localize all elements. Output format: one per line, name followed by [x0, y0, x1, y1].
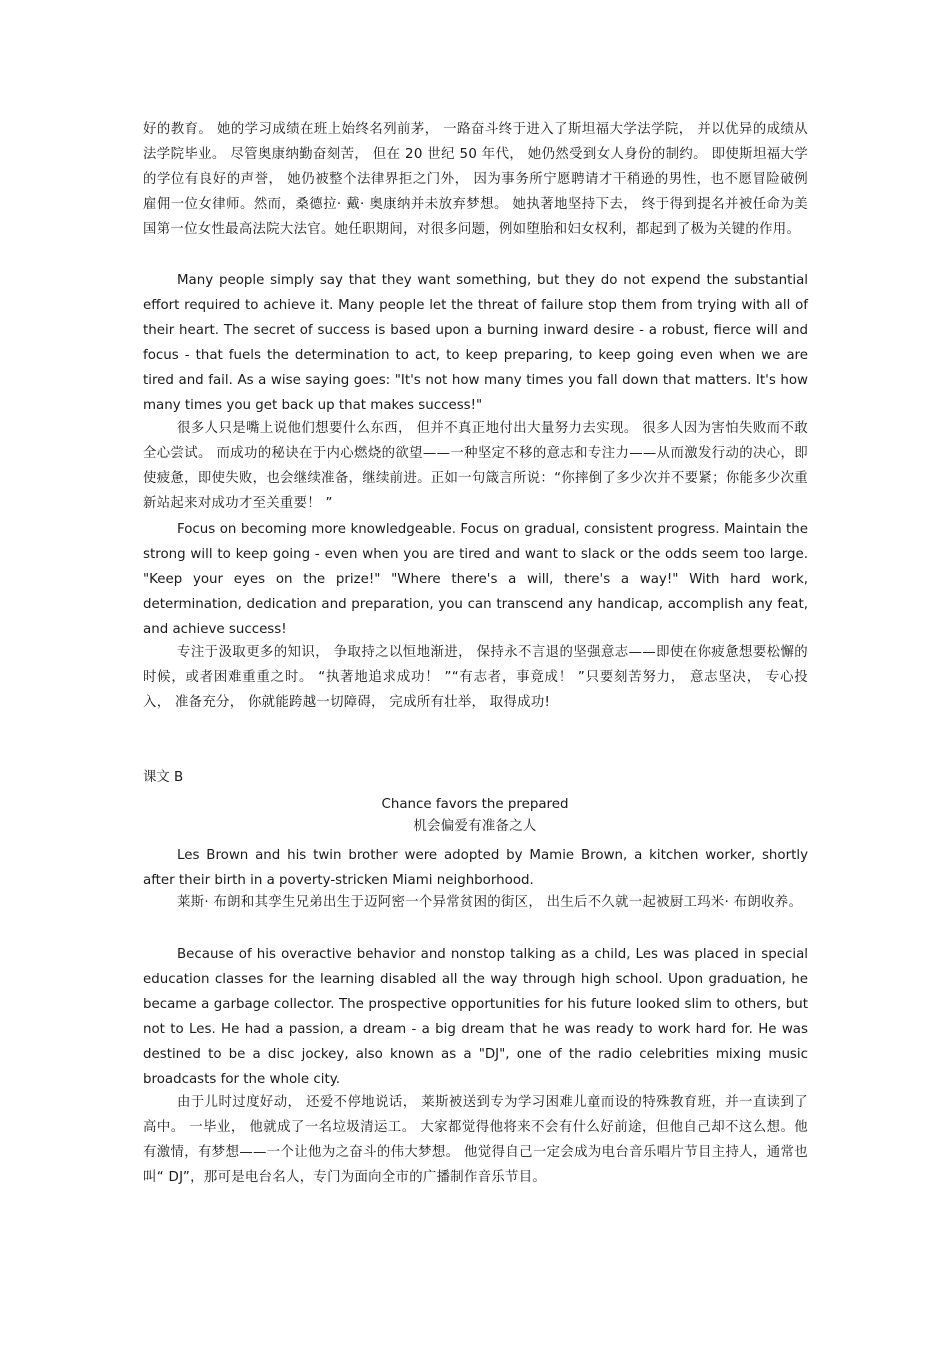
- section-title-en: Chance favors the prepared: [381, 797, 569, 812]
- paragraph-b-en-3: Because of his overactive behavior and nonstop talking as a child, Les was placed in special education classes for the learning disabled all the way through high school. Upon graduation, he became a garbage collector. The prospective opportunities for his future looked slim to others, but not to Les. He had a passion, a dream - a big dream that he was ready to work hard for. He was destined to be a disc jockey, also known as a "DJ", one of the radio celebrities mixing music broadcasts for the whole city.: [143, 947, 808, 1087]
- paragraph-en-4: Focus on becoming more knowledgeable. Focus on gradual, consistent progress. Maintain the strong will to keep going - even when you are tired and want to slack or the odds seem too large. "Keep your eyes on the prize!" "Where there's a will, there's a way!" With hard work, determination, dedication and preparation, you can transcend any handicap, accomplish any feat, and achieve success!: [143, 522, 808, 637]
- section-title-zh: 机会偏爱有准备之人: [413, 819, 537, 834]
- paragraph-zh-1: 好的教育。 她的学习成绩在班上始终名列前茅， 一路奋斗终于进入了斯坦福大学法学院， 并以优异的成绩从法学院毕业。 尽管奥康纳勤奋刻苦， 但在 20 世纪 50 年代， 她仍然受到女人身份的制约。 即使斯坦福大学的学位有良好的声誉， 她仍被整个法律界拒之门外， 因为事务所宁愿聘请才干稍逊的男性，也不愿冒险破例雇佣一位女律师。然而，桑德拉· 戴· 奥康纳并未放弃梦想。 她执著地坚持下去， 终于得到提名并被任命为美国第一位女性最高法院大法官。她任职期间，对很多问题，例如堕胎和妇女权利，都起到了极为关键的作用。: [143, 122, 808, 237]
- paragraph-en-2: Many people simply say that they want something, but they do not expend the substantial effort required to achieve it. Many people let the threat of failure stop them from trying with all of their heart. The secret of success is based upon a burning inward desire - a robust, fierce will and focus - that fuels the determination to act, to keep preparing, to keep going even when we are tired and fail. As a wise saying goes: "It's not how many times you fall down that matters. It's how many times you get back up that makes success!": [143, 273, 808, 413]
- paragraph-b-en-1: Les Brown and his twin brother were adopted by Mamie Brown, a kitchen worker, shortly after their birth in a poverty-stricken Miami neighborhood.: [143, 848, 808, 888]
- paragraph-zh-3: 很多人只是嘴上说他们想要什么东西， 但并不真正地付出大量努力去实现。 很多人因为害怕失败而不敢全心尝试。 而成功的秘诀在于内心燃烧的欲望——一种坚定不移的意志和专注力——从而激发行动的决心，即使疲惫，即使失败，也会继续准备，继续前进。正如一句箴言所说：“你摔倒了多少次并不要紧；你能多少次重新站起来对成功才至关重要！ ”: [143, 421, 808, 511]
- paragraph-b-zh-2: 莱斯· 布朗和其孪生兄弟出生于迈阿密一个异常贫困的街区， 出生后不久就一起被厨工玛米· 布朗收养。: [177, 895, 803, 910]
- section-label: 课文 B: [143, 770, 184, 785]
- paragraph-zh-5: 专注于汲取更多的知识， 争取持之以恒地渐进， 保持永不言退的坚强意志——即使在你疲惫想要松懈的时候，或者困难重重之时。 “执著地追求成功！ ”“有志者，事竟成！ ”只要刻苦努力， 意志坚决， 专心投入， 准备充分， 你就能跨越一切障碍， 完成所有壮举， 取得成功!: [143, 645, 808, 710]
- paragraph-b-zh-4: 由于儿时过度好动， 还爱不停地说话， 莱斯被送到专为学习困难儿童而设的特殊教育班，并一直读到了高中。 一毕业， 他就成了一名垃圾清运工。 大家都觉得他将来不会有什么好前途，但他自己却不这么想。他有激情，有梦想——一个让他为之奋斗的伟大梦想。 他觉得自己一定会成为电台音乐唱片节目主持人，通常也叫“ DJ”，那可是电台名人，专门为面向全市的广播制作音乐节目。: [143, 1095, 808, 1185]
